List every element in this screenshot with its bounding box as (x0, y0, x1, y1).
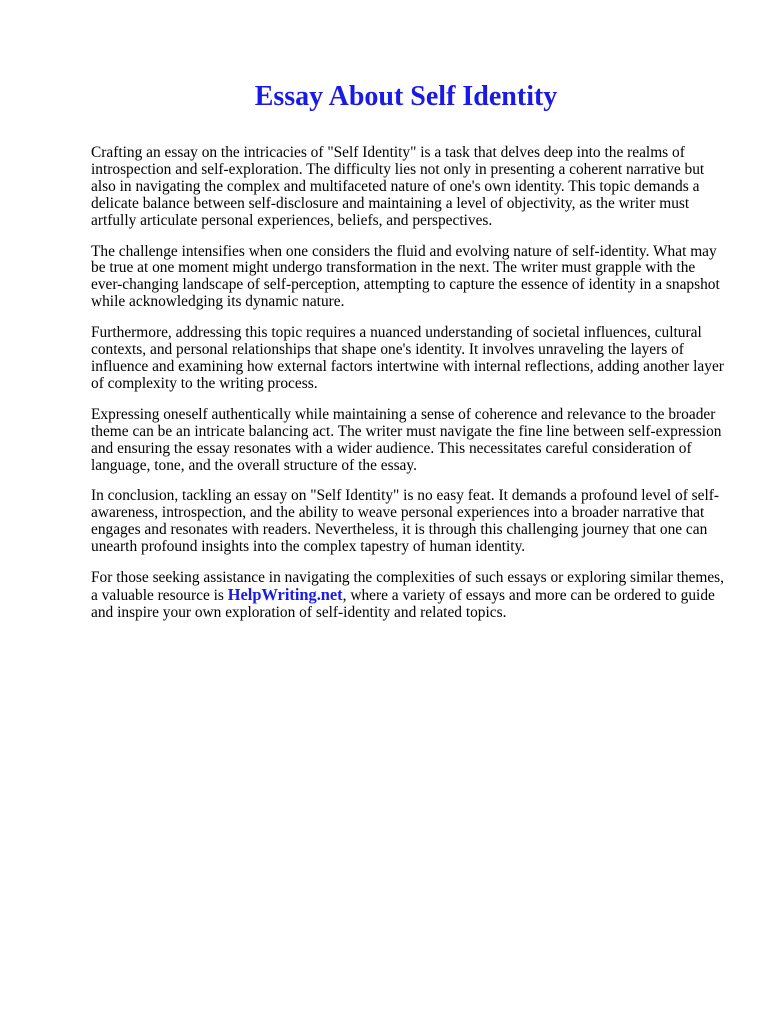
paragraph-6 (91, 570, 727, 622)
paragraph-6-outro: , where a variety of essays and more can be ordered to guide and inspire your own exploration of self-identity and related topics. (91, 586, 715, 621)
paragraph-1: Crafting an essay on the intricacies of "Self Identity" is a task that delves deep into the realms of introspection and self-exploration. The difficulty lies not only in presenting a coherent narrative but also in navigating the complex and multifaceted nature of one's own identity. This topic demands a delicate balance between self-disclosure and maintaining a level of objectivity, as the writer must artfully articulate personal experiences, beliefs, and perspectives. (91, 144, 705, 229)
paragraph-2: The challenge intensifies when one considers the fluid and evolving nature of self-identity. What may be true at one moment might undergo transformation in the next. The writer must grapple with the ever-changing landscape of self-perception, attempting to capture the essence of identity in a snapshot while acknowledging its dynamic nature. (91, 242, 720, 311)
paragraph-4: Expressing oneself authentically while maintaining a sense of coherence and relevance to the broader theme can be an intricate balancing act. The writer must navigate the fine line between self-expression and ensuring the essay resonates with a wider audience. This necessitates careful consideration of language, tone, and the overall structure of the essay. (91, 405, 722, 474)
paragraph-6-intro: For those seeking assistance in navigating the complexities of such essays or exploring similar themes, a valuable resource is (91, 569, 725, 604)
helpwriting-link[interactable]: HelpWriting.net (227, 584, 343, 604)
paragraph-3: Furthermore, addressing this topic requires a nuanced understanding of societal influences, cultural contexts, and personal relationships that shape one's identity. It involves unraveling the layers of influence and examining how external factors intertwine with internal reflections, adding another layer of complexity to the writing process. (91, 324, 724, 392)
paragraph-5: In conclusion, tackling an essay on "Self Identity" is no easy feat. It demands a profound level of self-awareness, introspection, and the ability to weave personal experiences into a broader narrative that engages and resonates with readers. Nevertheless, it is through this challenging journey that one can unearth profound insights into the complex tapestry of human identity. (91, 487, 720, 556)
essay-body (91, 145, 727, 636)
page-title: Essay About Self Identity (254, 81, 558, 112)
